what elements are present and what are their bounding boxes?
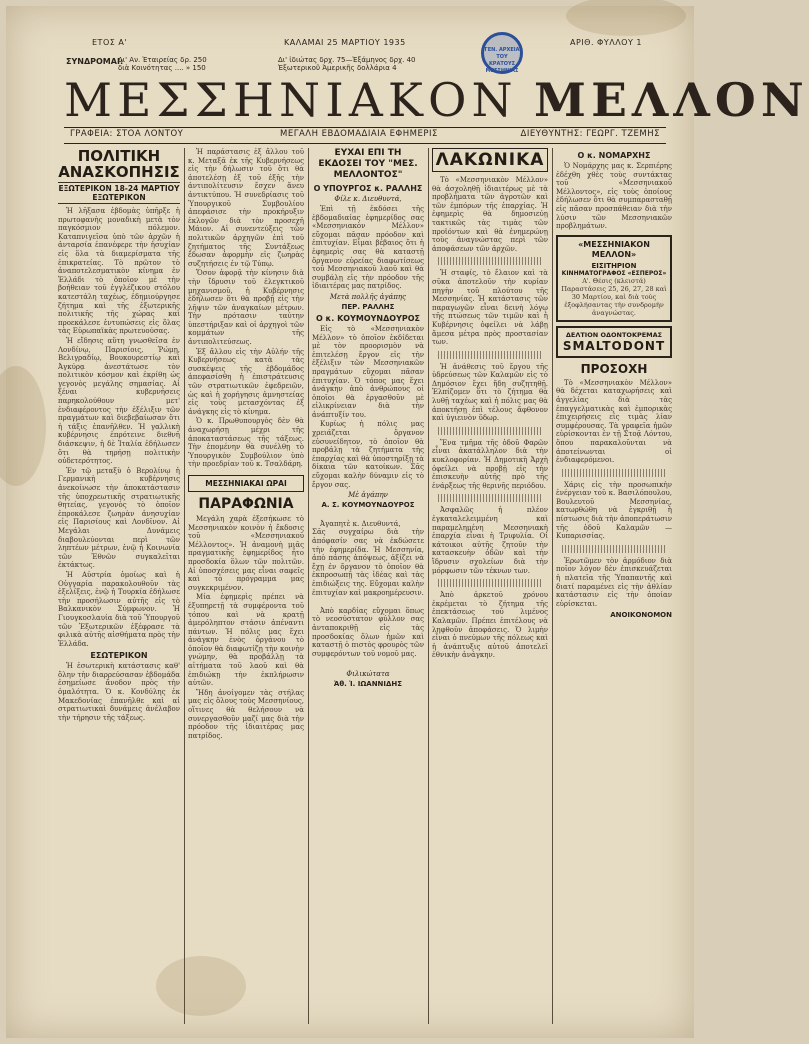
advert-toothpaste: ΔΕΛΤΙΟΝ ΟΔΟΝΤΟΚΡΕΜΑΣ SMALTODONT <box>556 326 672 358</box>
section-box <box>188 475 304 492</box>
article-title: ΠΟΛΙΤΙΚΗ ΑΝΑΣΚΟΠΗΣΙΣ <box>58 147 180 181</box>
article-body: Ἡ λῆξασα ἑβδομὰς ὑπῆρξε ἡ πρωτοφανὴς μοναδικὴ μετὰ τὸν παγκόσμιον πόλεμον. Καταπνιγεῖσα ὑπὸ τῶν ἀρχῶν ἡ ἀνταρσία ἐπανέφερε τὴν ἡσυχίαν εἰς ὅλα τὰ διαμερίσματα τῆς ἐπικρατείας. Τὸ πρῶτον τὸ ἀναποτελεσματικὸν κίνημα ἐν Ἑλλάδι τὸ ὁποῖον μὲ τὴν βοήθειαν τοῦ ἐγγλέζικου στόλου κατεστάλη ταχέως, ἐδημιούργησε ζήτημα καὶ τῆς ἐξωτερικῆς πολιτικῆς τῆς χώρας καὶ προεκάλεσε ἐντυπώσεις εἰς ὅλας τὰς Εὐρωπαϊκὰς πρωτευούσας. Ἡ εἴδησις αὕτη γνωσθεῖσα ἐν Λονδίνῳ, Παρισίοις, Ῥώμῃ, Βελιγραδίῳ, Βουκουρεστίῳ καὶ Ἀγκύρᾳ ἀνεστάτωσε τὸν πολιτικὸν κόσμον καὶ ἐκρίθη ὡς γεγονὸς μεγάλης σημασίας. Αἱ ξέναι κυβερνήσεις παρηκολούθουν μετ' ἐνδιαφέροντος τὴν ἐξέλιξιν τῶν πραγμάτων καὶ διεβεβαίωσαν ὅτι ἡ τάξις ἐπανῆλθεν. Ἡ γαλλικὴ κυβέρνησις ἐπρότεινε διεθνῆ διάσκεψιν, ἡ δὲ Ἰταλία ἐδήλωσεν ὅτι θὰ τηρήσῃ πολιτικὴν οὐδετερότητος. Ἐν τῷ μεταξὺ ὁ Βερολίνῳ ἡ Γερμανικὴ κυβέρνησις ἀνεκοίνωσε τὴν ἀποκατάστασιν τῆς ὑποχρεωτικῆς στρατιωτικῆς θητείας, γεγονὸς τὸ ὁποῖον ἐπροκάλεσε ζωηρὰν ἀνησυχίαν εἰς Παρισίους καὶ Λονδῖνον. Αἱ Μεγάλαι Δυνάμεις διαβουλεύονται περὶ τῶν ληπτέων μέτρων, ἐνῷ ἡ Κοινωνία τῶν Ἐθνῶν συγκαλεῖται ἐκτάκτως. Ἡ Αὐστρία ὁμοίως καὶ ἡ Οὑγγαρία παρακολουθοῦν τὰς ἐξελίξεις, ἐνῷ ἡ Τουρκία ἐδήλωσε τὴν προσήλωσιν αὐτῆς εἰς τὸ Βαλκανικὸν Σύμφωνον. Ἡ Γιουγκοσλαυία διὰ τοῦ Ὑπουργοῦ τῶν Ἐξωτερικῶν ἐξέφρασε τὰ φιλικὰ αὐτῆς αἰσθήματα πρὸς τὴν Ἑλλάδα. <box>58 207 180 648</box>
director-text: ΔΙΕΥΘΥΝΤΗΣ: ΓΕΩΡΓ. ΤΖΕΜΗΣ <box>520 129 660 139</box>
article-subtitle: ΕΞΩΤΕΡΙΚΟΝ 18-24 ΜΑΡΤΙΟΥ ΕΞΩΤΕΡΙΚΟΝ <box>58 184 180 202</box>
divider <box>64 143 666 144</box>
column-laconika: ΛΑΚΩΝΙΚΑ Τὸ «Μεσσηνιακὸν Μέλλον» θὰ ἀσχοληθῇ ἰδιαιτέρως μὲ τὰ προβλήματα τῶν ἀγροτῶν καὶ τῶν ἐμπόρων τῆς ἐπαρχίας. Ἡ ἐφημερὶς θὰ δημοσιεύῃ τακτικῶς τὰς τιμὰς τῶν προϊόντων καὶ θὰ ἐνημερώνῃ τοὺς ἀναγνώστας περὶ τῶν ἀποφάσεων τῶν ἀρχῶν. Ἡ σταφίς, τὸ ἔλαιον καὶ τὰ σῦκα ἀποτελοῦν τὴν κυρίαν πηγὴν τοῦ πλούτου τῆς Μεσσηνίας. Ἡ κατάστασις τῶν παραγωγῶν εἶναι δεινὴ λόγῳ τῆς πτώσεως τῶν τιμῶν καὶ ἡ Κυβέρνησις ὀφείλει νὰ λάβῃ ἄμεσα μέτρα πρὸς προστασίαν των. Ἡ ἀνάθεσις τοῦ ἔργου τῆς ὑδρεύσεως τῶν Καλαμῶν εἰς τὸ Δημόσιον ἔχει ἤδη συζητηθῇ. Ἐλπίζομεν ὅτι τὸ ζήτημα θὰ λυθῇ ταχέως καὶ ἡ πόλις μας θὰ ἀποκτήσῃ ἐπὶ τέλους ἄφθονον καὶ ὑγιεινὸν ὕδωρ. Ἕνα τμῆμα τῆς ὁδοῦ Φαρῶν εἶναι ἀκατάλληλον διὰ τὴν κυκλοφορίαν. Ἡ Δημοτικὴ Ἀρχὴ ὀφείλει νὰ προβῇ εἰς τὴν ἐπισκευὴν αὐτῆς πρὸ τῆς ἐνάρξεως τῆς θερινῆς περιόδου. Ἀσφαλῶς ἡ πλέον ἐγκαταλελειμμένη καὶ παραμελημένη Μεσσηνιακὴ ἐπαρχία εἶναι ἡ Τριφυλία. Οἱ κάτοικοι αὐτῆς ζητοῦν τὴν κατασκευὴν ὁδῶν καὶ τὴν ἵδρυσιν σχολείων διὰ τὴν μόρφωσιν τῶν τέκνων των. Ἀπὸ ἀρκετοῦ χρόνου ἐκρέμεται τὸ ζήτημα τῆς ἐπεκτάσεως τοῦ λιμένος Καλαμῶν. Πρέπει ἐπιτέλους νὰ ληφθοῦν ἀποφάσεις. Ὁ λιμὴν εἶναι ὁ πνεύμων τῆς πόλεως καὶ ἡ ἀνάπτυξις αὐτοῦ ἀποτελεῖ ἐθνικὴν ἀνάγκην. <box>432 150 548 660</box>
ornament <box>438 257 542 265</box>
column-rule <box>184 148 185 1024</box>
divider <box>64 127 666 128</box>
issue-year: ΕΤΟΣ Α' <box>92 38 128 47</box>
ornament <box>562 545 666 553</box>
section-heading: Ο κ. ΝΟΜΑΡΧΗΣ <box>577 151 651 160</box>
archive-stamp: ΓΕΝ. ΑΡΧΕΙΑ ΤΟΥ ΚΡΑΤΟΥΣ ΜΕΣΣΗΝΙΑΣ <box>481 32 523 74</box>
column-wishes: ΕΥΧΑΙ ΕΠΙ ΤΗ ΕΚΔΟΣΕΙ ΤΟΥ "ΜΕΣ. ΜΕΛΛΟΝΤΟΣ" Ο ΥΠΟΥΡΓΟΣ κ. ΡΑΛΛΗΣ Φίλε κ. Διευθυντά, Ἐπὶ τῇ ἐκδόσει τῆς ἑβδομαδιαίας ἐφημερίδος σας «Μεσσηνιακὸν Μέλλον» εὔχομαι πᾶσαν πρόοδον καὶ ἐπιτυχίαν. Εἶμαι βέβαιος ὅτι ἡ ἐφημερὶς σας θὰ καταστῇ ὄργανον εὐρείας διαφωτίσεως τοῦ Μεσσηνιακοῦ λαοῦ καὶ θὰ συμβάλῃ εἰς τὴν πρόοδον τῆς ἰδιαιτέρας μας πατρίδος. Μετὰ πολλῆς ἀγάπης ΠΕΡ. ΡΑΛΛΗΣ Ο κ. ΚΟΥΜΟΥΝΔΟΥΡΟΣ Εἰς τὸ «Μεσσηνιακὸν Μέλλον» τὸ ὁποῖον ἐκδίδεται μὲ τὸν προορισμὸν νὰ ἐπιτελέσῃ ἔργον εἰς τὴν ἐξέλιξιν τῶν Μεσσηνιακῶν πραγμάτων εὔχομαι πᾶσαν ἐπιτυχίαν. Ὁ τόπος μας ἔχει ἀνάγκην ἀπὸ ἀνθρώπους οἱ ὁποῖοι θὰ ἐργασθοῦν μὲ εἰλικρίνειαν διὰ τὴν ἀνάπτυξίν του. Κυρίως ἡ πόλις μας χρειάζεται ὄργανον εὐσυνείδητον, τὸ ὁποῖον θὰ προβάλῃ τὰ ζητήματα τῆς ἐπαρχίας καὶ θὰ ὑποστηρίξῃ τὰ δίκαια τῶν κατοίκων. Σᾶς εὔχομαι καλὴν δύναμιν εἰς τὸ ἔργον σας. Μὲ ἀγάπην Α. Σ. ΚΟΥΜΟΥΝΔΟΥΡΟΣ Ἀγαπητὲ κ. Διευθυντά, Σᾶς συγχαίρω διὰ τὴν ἀπόφασίν σας νὰ ἐκδώσετε τὴν ἐφημερίδα. Ἡ Μεσσηνία, ἀπὸ πάσης ἀπόψεως, ἀξίζει νὰ ἔχῃ ἐν ὄργανον τὸ ὁποῖον θὰ ἐκπροσωπῇ τὰς ἰδέας καὶ τὰς ἐπιδιώξεις της. Εὔχομαι καλὴν ἐπιτυχίαν καὶ μακροημέρευσιν. Ἀπὸ καρδίας εὔχομαι ὅπως τὸ νεοσύστατον φύλλον σας ἀνταποκριθῇ εἰς τὰς προσδοκίας ὅλων ἡμῶν καὶ καταστῇ ὁ πιστὸς φρουρὸς τῶν συμφερόντων τοῦ νομοῦ μας. Φιλικώτατα Ἀθ. Ἰ. ΙΩΑΝΝΙΔΗΣ <box>312 148 424 688</box>
issue-number: ΑΡΙΘ. ΦΥΛΛΟΥ 1 <box>570 38 642 47</box>
ornament <box>438 351 542 359</box>
ornament <box>562 469 666 477</box>
paper-stain <box>566 0 686 36</box>
masthead-title: ΜΕΣΣΗΝΙΑΚΟΝ ΜΕΛΛΟΝ <box>64 73 809 127</box>
article-title: ΕΥΧΑΙ ΕΠΙ ΤΗ ΕΚΔΟΣΕΙ ΤΟΥ "ΜΕΣ. ΜΕΛΛΟΝΤΟΣ" <box>318 148 418 180</box>
column-political-cont: Ἡ παράστασις ἐξ ἄλλου τοῦ κ. Μεταξᾶ ἐκ τῆς Κυβερνήσεως εἰς τὴν δήλωσιν τοῦ ὅτι θὰ ἀποτελέσῃ ἐξ τοῦ ἑξῆς τὴν ἀντιπολίτευσιν ἔσχεν ἄνευ ἀντικτύπου. Ἡ συνεδρίασις τοῦ Ὑπουργικοῦ Συμβουλίου ἀπεφάσισε τὴν προκήρυξιν ἐκλογῶν διὰ τὸν προσεχῆ Μάιον. Αἱ συνεντεύξεις τῶν πολιτικῶν ἀρχηγῶν ἐπὶ τοῦ ζητήματος τῆς Συντάξεως ἔδωσαν ἀφορμὴν εἰς ζωηρὰς συζητήσεις ἐν τῷ Τύπῳ. Ὅσον ἀφορᾷ τὴν κίνησιν διὰ τὴν ἴδρυσιν τοῦ ἐλεγκτικοῦ μηχανισμοῦ, ἡ Κυβέρνησις ἐδήλωσεν ὅτι θὰ προβῇ εἰς τὴν λῆψιν τῶν ἀναγκαίων μέτρων. Τὴν πρότασιν ταύτην ὑπεστήριξαν καὶ οἱ ἀρχηγοὶ τῶν κομμάτων τῆς ἀντιπολιτεύσεως. Ἐξ ἄλλου εἰς τὴν Αὐλήν τῆς Κυβερνήσεως κατὰ τὰς συσκέψεις τῆς ἑβδομάδος ἀπεφασίσθη ἡ ἐπιστράτευσις τῶν στρατιωτικῶν ἐφεδρειῶν, ὡς καὶ ἡ χορήγησις ἀμνηστείας εἰς τοὺς μετασχόντας ἐξ ἀνάγκης εἰς τὸ κίνημα. Ὁ κ. Πρωθυπουργὸς δὲν θὰ ἀναχωρήσῃ μέχρι τῆς ἀποκαταστάσεως τῆς τάξεως. Τὴν ἑπομένην θὰ συνέλθῃ τὸ Ὑπουργικὸν Συμβούλιον ὑπὸ τὴν προεδρίαν τοῦ κ. Τσαλδάρη. ΜΕΣΣΗΝΙΑΚΑΙ ΩΡΑΙ ΠΑΡΑΦΩΝΙΑ Μεγάλη χαρὰ ἐξεσήκωσε τὸ Μεσσηνιακὸν κοινὸν ἡ ἔκδοσις τοῦ «Μεσσηνιακοῦ Μέλλοντος». Ἡ ἀναμονὴ μιᾶς πραγματικῆς ἐφημερίδος ἦτο προσδοκία ὅλων τῶν πολιτῶν. Αἱ ὑποσχέσεις μας εἶναι σαφεῖς καὶ τὸ πρόγραμμα μας συγκεκριμένον. Μία ἐφημερὶς πρέπει νὰ ἐξυπηρετῇ τὰ συμφέροντα τοῦ τόπου καὶ νὰ κρατῇ ἀμερόληπτον στάσιν ἀπέναντι πάντων. Ἡ πόλις μας ἔχει ἀνάγκην ἑνὸς ὀργάνου τὸ ὁποῖον θὰ διαφωτίζῃ τὴν κοινὴν γνώμην, θὰ προβάλλῃ τὰ αἰτήματα τοῦ λαοῦ καὶ θὰ ἐπιδιώκῃ τὴν ἐκπλήρωσιν αὐτῶν. Ἤδη ἀνοίγομεν τὰς στήλας μας εἰς ὅλους τοὺς Μεσσηνίους, οἵτινες θὰ θελήσουν νὰ συνεργασθοῦν μαζί μας διὰ τὴν πρόοδον τῆς ἰδιαιτέρας μας πατρίδος. <box>188 148 304 740</box>
article-title: ΛΑΚΩΝΙΚΑ <box>435 150 545 170</box>
ornament <box>438 427 542 435</box>
title-box <box>432 148 548 172</box>
column-rule <box>308 148 309 1024</box>
box-title: ΜΕΣΣΗΝΙΑΚΑΙ ΩΡΑΙ <box>205 478 287 488</box>
column-rule <box>428 148 429 1024</box>
ornament <box>438 494 542 502</box>
section-heading: ΠΡΟΣΟΧΗ <box>580 361 648 376</box>
subscriptions-label: ΣΥΝΔΡΟΜΑΙ: <box>66 57 124 66</box>
column-rule <box>552 148 553 1024</box>
ornament <box>438 579 542 587</box>
signature: Ἀθ. Ἰ. ΙΩΑΝΝΙΔΗΣ <box>333 679 403 688</box>
newspaper-page <box>6 6 809 1038</box>
section-heading: Ο κ. ΚΟΥΜΟΥΝΔΟΥΡΟΣ <box>315 313 421 323</box>
signature: ΑΝΟΙΚΟΝΟΜΟΝ <box>610 611 672 620</box>
tagline-bar <box>66 129 664 141</box>
date-line: ΚΑΛΑΜΑΙ 25 ΜΑΡΤΙΟΥ 1935 <box>284 38 406 47</box>
subscription-col-2: Δι' ἰδιώτας δρχ. 75—Ἐξάμηνος δρχ. 40 Ἐξωτερικοῦ Ἀμερικῆς δολλάρια 4 <box>278 56 416 72</box>
article-title: ΠΑΡΑΦΩΝΙΑ <box>198 495 294 512</box>
subscription-col-1: Δι' Αν. Ἑταιρείας δρ. 250 διὰ Κοινότητας .... » 150 <box>118 56 207 72</box>
dateline-bar <box>66 38 664 52</box>
column-notices: Ο κ. ΝΟΜΑΡΧΗΣ Ὁ Νομάρχης μας κ. Σερπιέρης ἐδέχθη χθὲς τοὺς συντάκτας τοῦ «Μεσσηνιακοῦ Μέλλοντος», εἰς τοὺς ὁποίους ἐδήλωσεν ὅτι θὰ συμπαρασταθῇ εἰς πᾶσαν προσπάθειαν διὰ τὴν λύσιν τῶν Μεσσηνιακῶν προβλημάτων. «ΜΕΣΣΗΝΙΑΚΟΝ ΜΕΛΛΟΝ» ΕΙΣΙΤΗΡΙΟΝ ΚΙΝΗΜΑΤΟΓΡΑΦΟΣ «ΕΣΠΕΡΟΣ» Α'. Θέσις (κλειστά) Παραστάσεις 25, 26, 27, 28 καὶ 30 Μαρτίου, καὶ διὰ τοὺς ἐξοφλήσαντας τὴν συνδρομὴν ἀναγνώστας. ΔΕΛΤΙΟΝ ΟΔΟΝΤΟΚΡΕΜΑΣ SMALTODONT ΠΡΟΣΟΧΗ Τὸ «Μεσσηνιακὸν Μέλλον» θὰ δέχεται καταχωρήσεις καὶ ἀγγελίας διὰ τὰς ἐπαγγελματικὰς καὶ ἐμπορικὰς ἐπιχειρήσεις εἰς τιμὰς λίαν συμφέρουσας. Τὰ γραφεῖα ἡμῶν εὑρίσκονται ἐν τῇ Στοᾷ Λόντου, ὅπου παρακαλοῦνται νὰ ἀποτείνωνται οἱ ἐνδιαφερόμενοι. Χάρις εἰς τὴν προσωπικὴν ἐνέργειαν τοῦ κ. Βασιλόπουλου, Βουλευτοῦ Μεσσηνίας, κατωρθώθη νὰ ἐγκριθῇ ἡ πίστωσις διὰ τὴν ἀποπεράτωσιν τῆς ὁδοῦ Καλαμῶν — Κυπαρισσίας. Ἐρωτῶμεν τὸν ἁρμόδιον διὰ ποῖον λόγον δὲν ἐπισκευάζεται ἡ πλατεῖα τῆς Ὑπαπαντῆς καὶ διατί παραμένει εἰς τὴν ἀθλίαν κατάστασιν εἰς τὴν ὁποίαν εὑρίσκεται. ΑΝΟΙΚΟΝΟΜΟΝ <box>556 151 672 620</box>
paper-stain <box>0 366 46 486</box>
advert-cinema: «ΜΕΣΣΗΝΙΑΚΟΝ ΜΕΛΛΟΝ» ΕΙΣΙΤΗΡΙΟΝ ΚΙΝΗΜΑΤΟΓΡΑΦΟΣ «ΕΣΠΕΡΟΣ» Α'. Θέσις (κλειστά) Παραστάσεις 25, 26, 27, 28 καὶ 30 Μαρτίου, καὶ διὰ τοὺς ἐξοφλήσαντας τὴν συνδρομὴν ἀναγνώστας. <box>556 235 672 322</box>
signature: Α. Σ. ΚΟΥΜΟΥΝΔΟΥΡΟΣ <box>321 501 415 510</box>
section-heading: ΕΣΩΤΕΡΙΚΟΝ <box>90 651 148 661</box>
column-political-review: ΠΟΛΙΤΙΚΗ ΑΝΑΣΚΟΠΗΣΙΣ ΕΞΩΤΕΡΙΚΟΝ 18-24 ΜΑΡΤΙΟΥ ΕΞΩΤΕΡΙΚΟΝ Ἡ λῆξασα ἑβδομὰς ὑπῆρξε ἡ πρωτοφανὴς μοναδικὴ μετὰ τὸν παγκόσμιον πόλεμον. Καταπνιγεῖσα ὑπὸ τῶν ἀρχῶν ἡ ἀνταρσία ἐπανέφερε τὴν ἡσυχίαν εἰς ὅλα τὰ διαμερίσματα τῆς ἐπικρατείας. Τὸ πρῶτον τὸ ἀναποτελεσματικὸν κίνημα ἐν Ἑλλάδι τὸ ὁποῖον μὲ τὴν βοήθειαν τοῦ ἐγγλέζικου στόλου κατεστάλη ταχέως, ἐδημιούργησε ζήτημα καὶ τῆς ἐξωτερικῆς πολιτικῆς τῆς χώρας καὶ προεκάλεσε ἐντυπώσεις εἰς ὅλας τὰς Εὐρωπαϊκὰς πρωτευούσας. Ἡ εἴδησις αὕτη γνωσθεῖσα ἐν Λονδίνῳ, Παρισίοις, Ῥώμῃ, Βελιγραδίῳ, Βουκουρεστίῳ καὶ Ἀγκύρᾳ ἀνεστάτωσε τὸν πολιτικὸν κόσμον καὶ ἐκρίθη ὡς γεγονὸς μεγάλης σημασίας. Αἱ ξέναι κυβερνήσεις παρηκολούθουν μετ' ἐνδιαφέροντος τὴν ἐξέλιξιν τῶν πραγμάτων καὶ διεβεβαίωσαν ὅτι ἡ τάξις ἐπανῆλθεν. Ἡ γαλλικὴ κυβέρνησις ἐπρότεινε διεθνῆ διάσκεψιν, ἡ δὲ Ἰταλία ἐδήλωσεν ὅτι θὰ τηρήσῃ πολιτικὴν οὐδετερότητος. Ἐν τῷ μεταξὺ ὁ Βερολίνῳ ἡ Γερμανικὴ κυβέρνησις ἀνεκοίνωσε τὴν ἀποκατάστασιν τῆς ὑποχρεωτικῆς στρατιωτικῆς θητείας, γεγονὸς τὸ ὁποῖον ἐπροκάλεσε ζωηρὰν ἀνησυχίαν εἰς Παρισίους καὶ Λονδῖνον. Αἱ Μεγάλαι Δυνάμεις διαβουλεύονται περὶ τῶν ληπτέων μέτρων, ἐνῷ ἡ Κοινωνία τῶν Ἐθνῶν συγκαλεῖται ἐκτάκτως. Ἡ Αὐστρία ὁμοίως καὶ ἡ Οὑγγαρία παρακολουθοῦν τὰς ἐξελίξεις, ἐνῷ ἡ Τουρκία ἐδήλωσε τὴν προσήλωσιν αὐτῆς εἰς τὸ Βαλκανικὸν Σύμφωνον. Ἡ Γιουγκοσλαυία διὰ τοῦ Ὑπουργοῦ τῶν Ἐξωτερικῶν ἐξέφρασε τὰ φιλικὰ αὐτῆς αἰσθήματα πρὸς τὴν Ἑλλάδα. ΕΣΩΤΕΡΙΚΟΝ Ἡ ἐσωτερικὴ κατάστασις καθ' ὅλην τὴν διαρρεύσασαν ἑβδομάδα ἐσημείωσε ἄνοδον πρὸς τὴν ὁμαλότητα. Ὁ κ. Κονδύλης ἐκ Μακεδονίας ἐπανῆλθε καὶ αἱ στρατιωτικαὶ δυνάμεις ἀνέλαβον τὴν τήρησιν τῆς τάξεως. <box>58 147 180 722</box>
offices-text: ΓΡΑΦΕΙΑ: ΣΤΟΑ ΛΟΝΤΟΥ <box>70 129 184 139</box>
signature: ΠΕΡ. ΡΑΛΛΗΣ <box>341 302 395 311</box>
weekly-text: ΜΕΓΑΛΗ ΕΒΔΟΜΑΔΙΑΙΑ ΕΦΗΜΕΡΙΣ <box>280 129 438 139</box>
section-heading: Ο ΥΠΟΥΡΓΟΣ κ. ΡΑΛΛΗΣ <box>313 184 423 193</box>
